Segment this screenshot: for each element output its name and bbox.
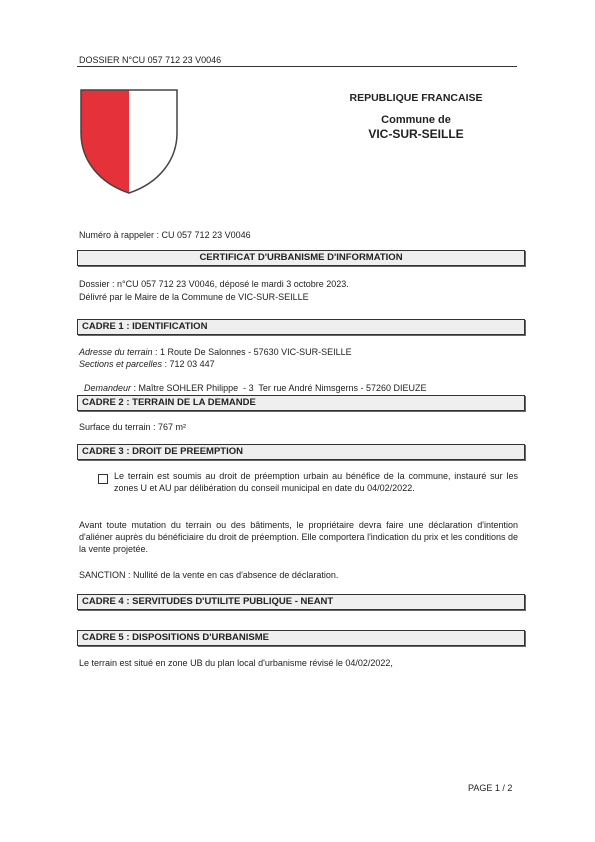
preemption-item: Le terrain est soumis au droit de préemption urbain au bénéfice de la commune, instauré sur les zones U et AU par délibération du conseil municipal en date du 04/02/2022. [114,471,518,493]
preemption-paragraph: Avant toute mutation du terrain ou des bâtiments, le propriétaire devra faire une déclaration d'intention d'aliéner auprès du bénéficiaire du droit de préemption. Elle comportera l'indication du prix et les conditions de la vente projetée. [79,520,518,554]
sections-label: Sections et parcelles [79,359,163,369]
cadre4-heading: CADRE 4 : SERVITUDES D'UTILITE PUBLIQUE - NEANT [82,596,334,607]
demandeur-label: Demandeur [84,383,132,393]
republic-title: REPUBLIQUE FRANCAISE [349,92,483,104]
cadre3-box [77,444,525,460]
preemption-checkbox [98,474,108,484]
header-divider [77,66,517,67]
cadre2-box [77,395,525,411]
cadre1-heading: CADRE 1 : IDENTIFICATION [82,321,208,332]
surface-line: Surface du terrain : 767 m² [79,422,187,432]
reference-number: Numéro à rappeler : CU 057 712 23 V0046 [79,230,251,240]
adresse-line [79,346,352,358]
demandeur-line [79,370,427,394]
dossier-line: Dossier : n°CU 057 712 23 V0046, déposé le mardi 3 octobre 2023. [79,279,349,289]
sections-value: : 712 03 447 [162,359,215,369]
cadre5-heading: CADRE 5 : DISPOSITIONS D'URBANISME [82,632,269,643]
commune-label: Commune de [381,114,451,126]
sections-line [79,358,215,370]
adresse-label: Adresse du terrain [79,347,153,357]
commune-name: VIC-SUR-SEILLE [368,127,464,141]
delivered-line: Délivré par le Maire de la Commune de VIC-SUR-SEILLE [79,292,309,302]
sanction-line: SANCTION : Nullité de la vente en cas d'absence de déclaration. [79,570,339,580]
certificate-title-box [77,250,525,266]
coat-of-arms-icon [79,88,179,196]
dossier-header: DOSSIER N°CU 057 712 23 V0046 [79,55,222,65]
certificate-title: CERTIFICAT D'URBANISME D'INFORMATION [199,252,403,263]
cadre4-box [77,594,525,610]
cadre5-box [77,630,525,646]
adresse-value: : 1 Route De Salonnes - 57630 VIC-SUR-SEILLE [152,347,352,357]
page-number: PAGE 1 / 2 [468,783,513,793]
cadre1-box [77,319,525,335]
cadre3-heading: CADRE 3 : DROIT DE PREEMPTION [82,446,243,457]
zone-text: Le terrain est situé en zone UB du plan local d'urbanisme révisé le 04/02/2022, [79,658,393,668]
demandeur-value: : Maître SOHLER Philippe - 3 Ter rue André Nimsgerns - 57260 DIEUZE [131,383,427,393]
cadre2-heading: CADRE 2 : TERRAIN DE LA DEMANDE [82,397,256,408]
